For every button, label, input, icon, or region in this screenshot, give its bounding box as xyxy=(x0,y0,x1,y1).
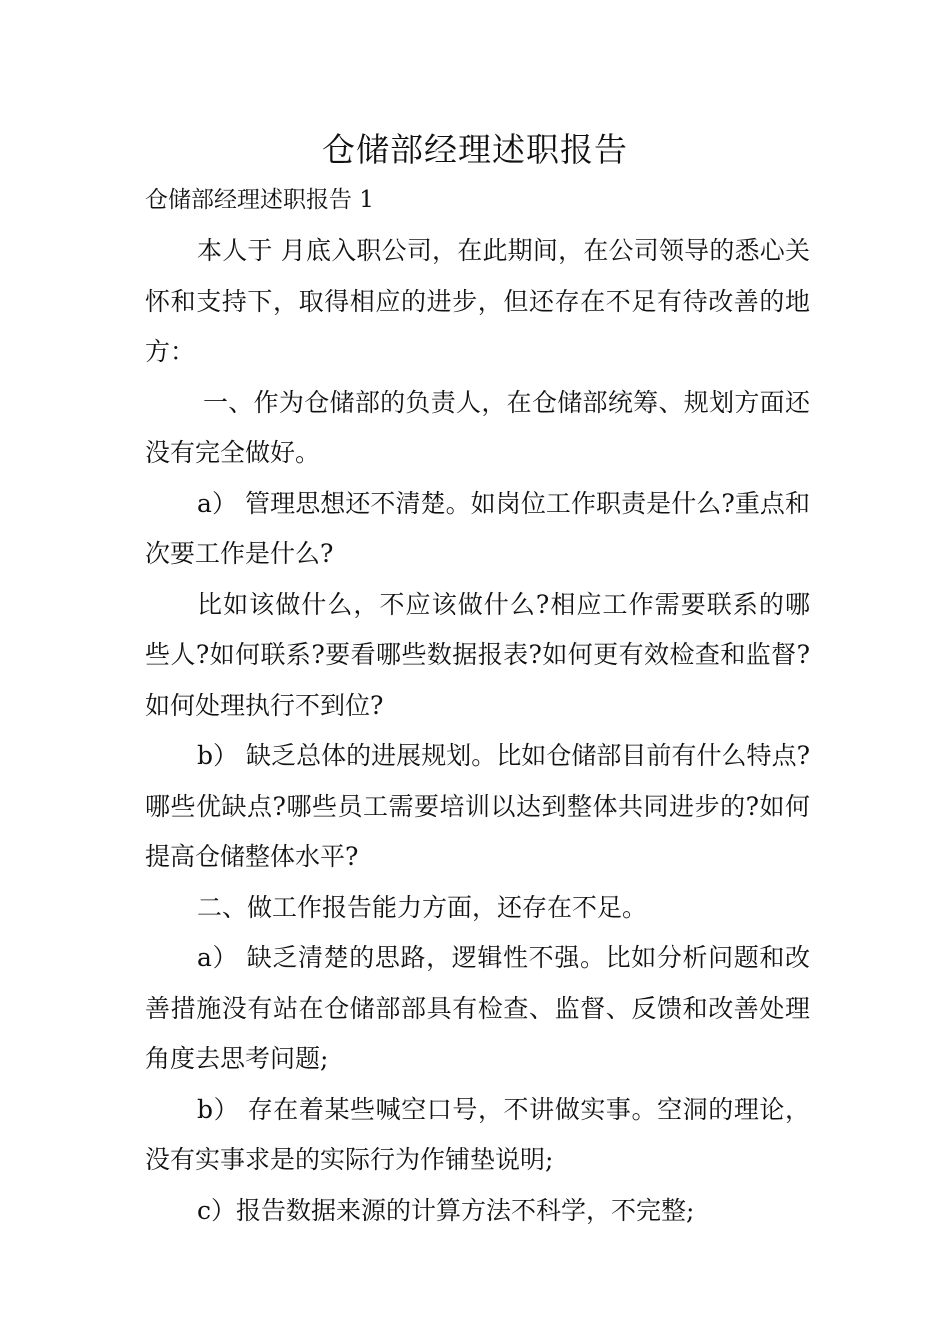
document-body xyxy=(145,226,810,1236)
document-title: 仓储部经理述职报告 xyxy=(322,130,628,169)
paragraph: b） 缺乏总体的进展规划。比如仓储部目前有什么特点?哪些优缺点?哪些员工需要培训以达到整体共同进步的?如何提高仓储整体水平? xyxy=(145,741,810,871)
paragraph: b） 存在着某些喊空口号，不讲做实事。空洞的理论，没有实事求是的实际行为作铺垫说明; xyxy=(145,1094,810,1174)
paragraph: a） 管理思想还不清楚。如岗位工作职责是什么?重点和次要工作是什么? xyxy=(145,488,810,568)
paragraph: a） 缺乏清楚的思路，逻辑性不强。比如分析问题和改善措施没有站在仓储部部具有检查、监督、反馈和改善处理角度去思考问题; xyxy=(145,943,810,1073)
paragraph: c）报告数据来源的计算方法不科学，不完整; xyxy=(197,1195,695,1225)
paragraph: 本人于 月底入职公司，在此期间，在公司领导的悉心关怀和支持下，取得相应的进步，但还存在不足有待改善的地方： xyxy=(145,236,810,366)
section-heading: 二、做工作报告能力方面，还存在不足。 xyxy=(197,892,648,922)
document-subtitle: 仓储部经理述职报告 1 xyxy=(145,187,374,213)
section-heading: 一、作为仓储部的负责人，在仓储部统筹、规划方面还没有完全做好。 xyxy=(145,387,810,467)
paragraph: 比如该做什么，不应该做什么?相应工作需要联系的哪些人?如何联系?要看哪些数据报表?如何更有效检查和监督?如何处理执行不到位? xyxy=(145,589,810,720)
